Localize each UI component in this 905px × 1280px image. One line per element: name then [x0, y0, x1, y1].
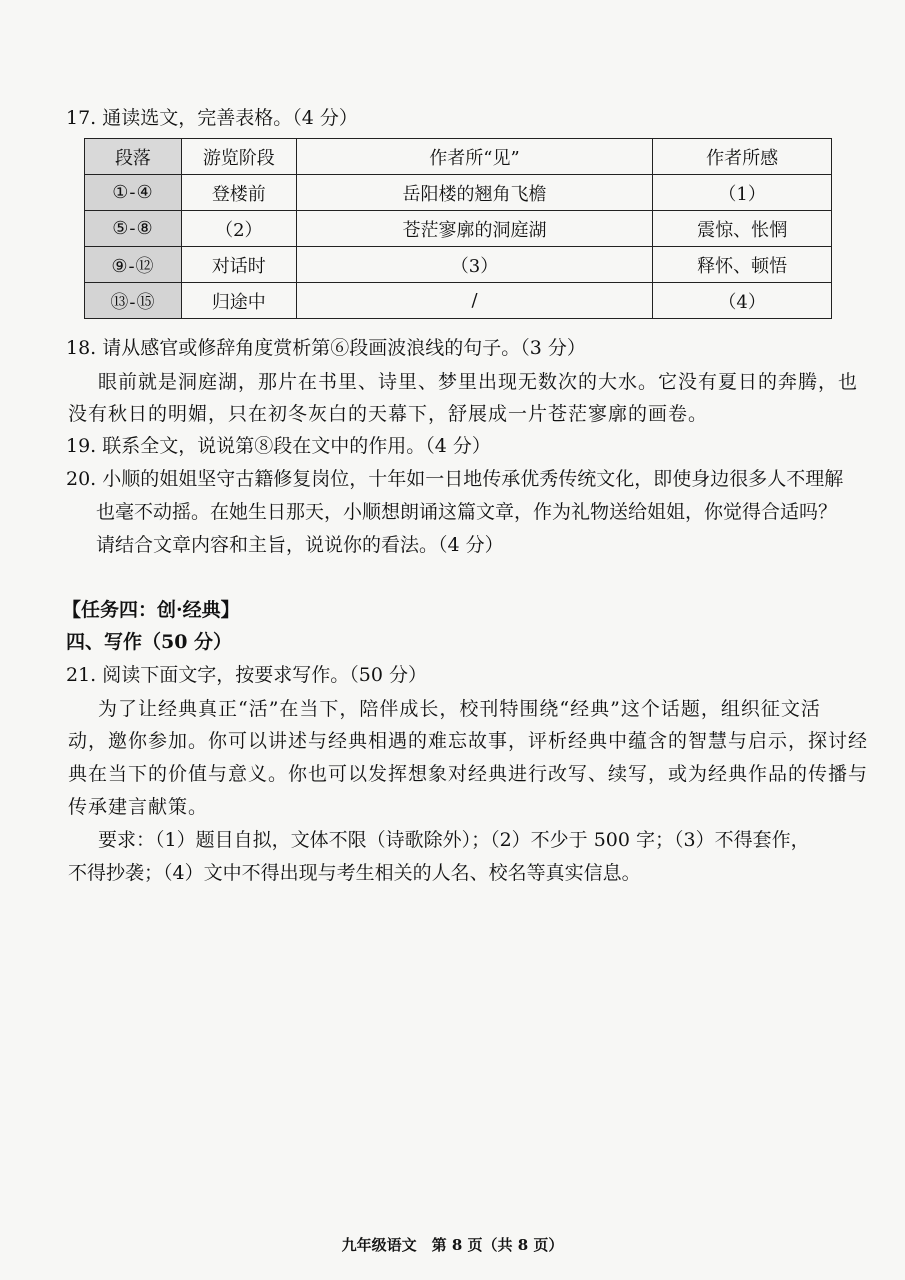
question-20-line-3: 请结合文章内容和主旨，说说你的看法。（4 分） [96, 534, 504, 556]
table-cell: 苍茫寥廓的洞庭湖 [296, 211, 652, 247]
table-header-stage: 游览阶段 [181, 139, 296, 175]
table-header-paragraph: 段落 [85, 139, 182, 175]
table-cell: ⑨-⑫ [85, 247, 182, 283]
section-4-heading: 四、写作（50 分） [66, 631, 233, 653]
table-cell: / [296, 283, 652, 319]
question-21-prompt-line-2: 动，邀你参加。你可以讲述与经典相遇的难忘故事，评析经典中蕴含的智慧与启示，探讨经 [68, 730, 869, 752]
question-18-title: 18. 请从感官或修辞角度赏析第⑥段画波浪线的句子。（3 分） [66, 337, 586, 359]
question-21-requirements-line-2: 不得抄袭；（4）文中不得出现与考生相关的人名、校名等真实信息。 [68, 862, 641, 884]
question-17-title: 17. 通读选文，完善表格。（4 分） [66, 107, 358, 129]
table-cell: 释怀、顿悟 [653, 247, 832, 283]
table-cell: ⑤-⑧ [85, 211, 182, 247]
table-row [85, 247, 832, 283]
reading-table [84, 138, 832, 319]
table-cell: ⑬-⑮ [85, 283, 182, 319]
table-header-felt: 作者所感 [653, 139, 832, 175]
question-21-prompt-line-3: 典在当下的价值与意义。你也可以发挥想象对经典进行改写、续写，或为经典作品的传播与 [68, 763, 869, 785]
table-row [85, 175, 832, 211]
table-cell: （4） [653, 283, 832, 319]
table-cell: 登楼前 [181, 175, 296, 211]
question-21-requirements-line-1: 要求：（1）题目自拟，文体不限（诗歌除外）；（2）不少于 500 字；（3）不得套作， [98, 829, 810, 851]
question-19-title: 19. 联系全文，说说第⑧段在文中的作用。（4 分） [66, 435, 491, 457]
question-18-passage-line-2: 没有秋日的明媚，只在初冬灰白的天幕下，舒展成一片苍茫寥廓的画卷。 [68, 403, 709, 425]
table-header-seen: 作者所“见” [296, 139, 652, 175]
table-cell: （3） [296, 247, 652, 283]
table-cell: ①-④ [85, 175, 182, 211]
page-footer: 九年级语文 第 8 页（共 8 页） [341, 1236, 564, 1254]
table-cell: 岳阳楼的翘角飞檐 [296, 175, 652, 211]
table-cell: （1） [653, 175, 832, 211]
question-21-title: 21. 阅读下面文字，按要求写作。（50 分） [66, 664, 427, 686]
question-18-passage-line-1: 眼前就是洞庭湖，那片在书里、诗里、梦里出现无数次的大水。它没有夏日的奔腾，也 [98, 371, 859, 393]
table-cell: 归途中 [181, 283, 296, 319]
question-21-prompt-line-4: 传承建言献策。 [68, 796, 209, 818]
question-20-line-2: 也毫不动摇。在她生日那天，小顺想朗诵这篇文章，作为礼物送给姐姐，你觉得合适吗？ [96, 501, 838, 523]
table-cell: （2） [181, 211, 296, 247]
question-20-line-1: 20. 小顺的姐姐坚守古籍修复岗位，十年如一日地传承优秀传统文化，即使身边很多人不理解 [66, 468, 844, 490]
table-row [85, 283, 832, 319]
question-21-prompt-line-1: 为了让经典真正“活”在当下，陪伴成长，校刊特围绕“经典”这个话题，组织征文活 [98, 698, 821, 720]
table-cell: 对话时 [181, 247, 296, 283]
table-cell: 震惊、怅惘 [653, 211, 832, 247]
table-row [85, 211, 832, 247]
task-4-heading: 【任务四：创·经典】 [62, 599, 240, 621]
table-header-row [85, 139, 832, 175]
